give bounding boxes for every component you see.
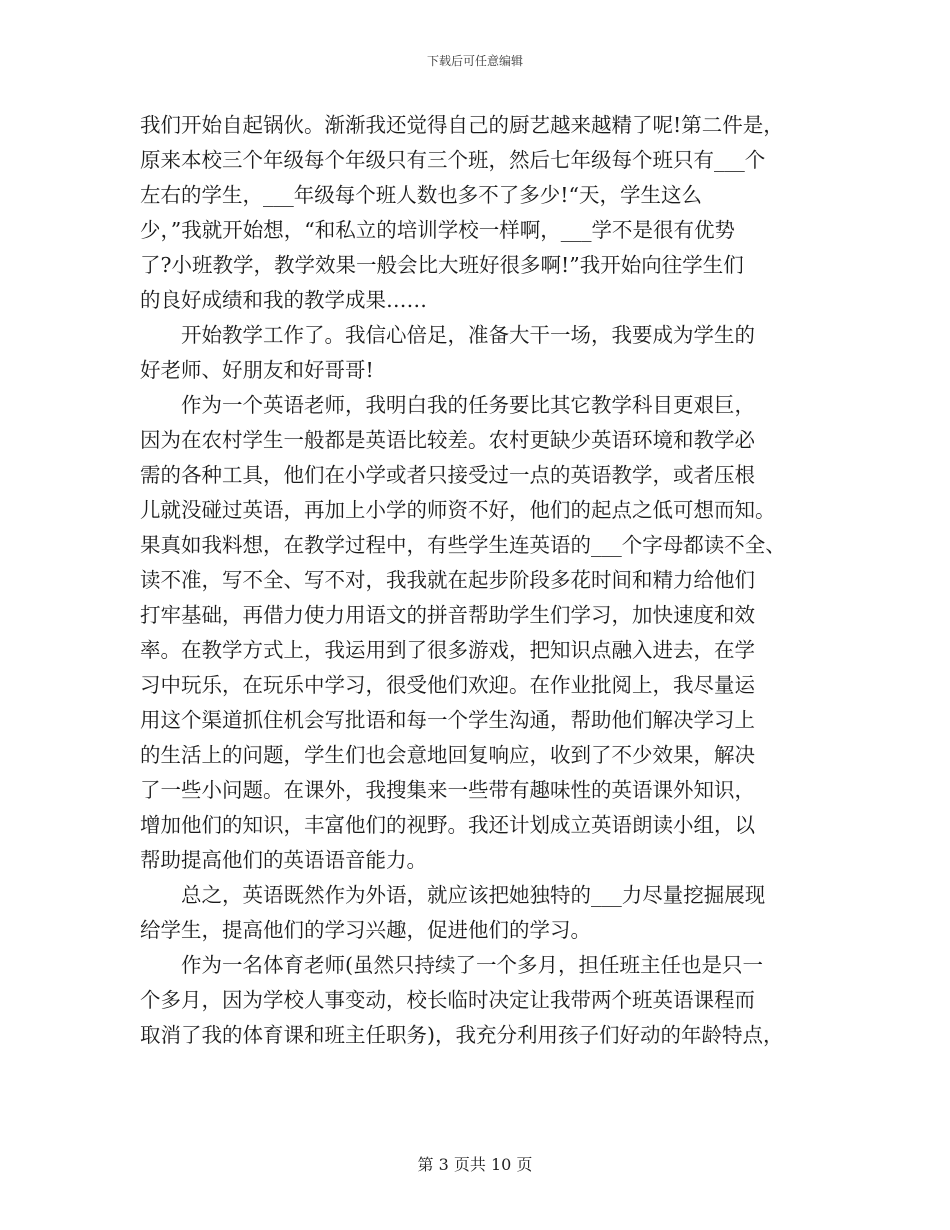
- text-line: 帮助提高他们的英语语音能力。: [140, 848, 427, 872]
- text-line: 儿就没碰过英语，再加上小学的师资不好，他们的起点之低可想而知。: [140, 498, 776, 522]
- text-line: 果真如我料想，在教学过程中，有些学生连英语的___个字母都读不全、: [140, 533, 786, 557]
- text-line: 了一些小问题。在课外，我搜集来一些带有趣味性的英语课外知识，: [140, 778, 755, 802]
- text-line: 打牢基础，再借力使力用语文的拼音帮助学生们学习，加快速度和效: [140, 603, 755, 627]
- text-line: 读不准，写不全、写不对，我我就在起步阶段多花时间和精力给他们: [140, 568, 755, 592]
- text-line: 原来本校三个年级每个年级只有三个班，然后七年级每个班只有___个: [140, 148, 766, 172]
- text-line: 取消了我的体育课和班主任职务)，我充分利用孩子们好动的年龄特点，: [140, 1023, 784, 1047]
- text-line: 好老师、好朋友和好哥哥!: [140, 358, 374, 382]
- text-line: 的生活上的问题，学生们也会意地回复响应，收到了不少效果，解决: [140, 743, 755, 767]
- document-body: [140, 108, 820, 1053]
- text-line: 我们开始自起锅伙。渐渐我还觉得自己的厨艺越来越精了呢!第二件是，: [140, 113, 784, 137]
- text-line: 左右的学生，___年级每个班人数也多不了多少!“天，学生这么: [140, 183, 702, 207]
- page-footer: 第 3 页共 10 页: [417, 1155, 533, 1174]
- text-line: 因为在农村学生一般都是英语比较差。农村更缺少英语环境和教学必: [140, 428, 755, 452]
- text-line: 需的各种工具，他们在小学或者只接受过一点的英语教学，或者压根: [140, 463, 755, 487]
- text-line: 总之，英语既然作为外语，就应该把她独特的___力尽量挖掘展现: [181, 883, 766, 907]
- page-header: 下载后可任意编辑: [426, 54, 523, 68]
- text-line: 了?小班教学，教学效果一般会比大班好很多啊!”我开始向往学生们: [140, 253, 744, 277]
- text-line: 用这个渠道抓住机会写批语和每一个学生沟通，帮助他们解决学习上: [140, 708, 755, 732]
- text-line: 作为一个英语老师，我明白我的任务要比其它教学科目更艰巨，: [181, 393, 755, 417]
- text-line: 率。在教学方式上，我运用到了很多游戏，把知识点融入进去，在学: [140, 638, 755, 662]
- text-line: 习中玩乐，在玩乐中学习，很受他们欢迎。在作业批阅上，我尽量运: [140, 673, 755, 697]
- text-line: 少，”我就开始想，“和私立的培训学校一样啊，___学不是很有优势: [140, 218, 735, 242]
- text-line: 作为一名体育老师(虽然只持续了一个多月，担任班主任也是只一: [181, 953, 763, 977]
- text-line: 给学生，提高他们的学习兴趣，促进他们的学习。: [140, 918, 591, 942]
- text-line: 增加他们的知识，丰富他们的视野。我还计划成立英语朗读小组，以: [140, 813, 755, 837]
- text-line: 开始教学工作了。我信心倍足，准备大干一场，我要成为学生的: [181, 323, 755, 347]
- text-line: 个多月，因为学校人事变动，校长临时决定让我带两个班英语课程而: [140, 988, 755, 1012]
- text-line: 的良好成绩和我的教学成果……: [140, 288, 427, 312]
